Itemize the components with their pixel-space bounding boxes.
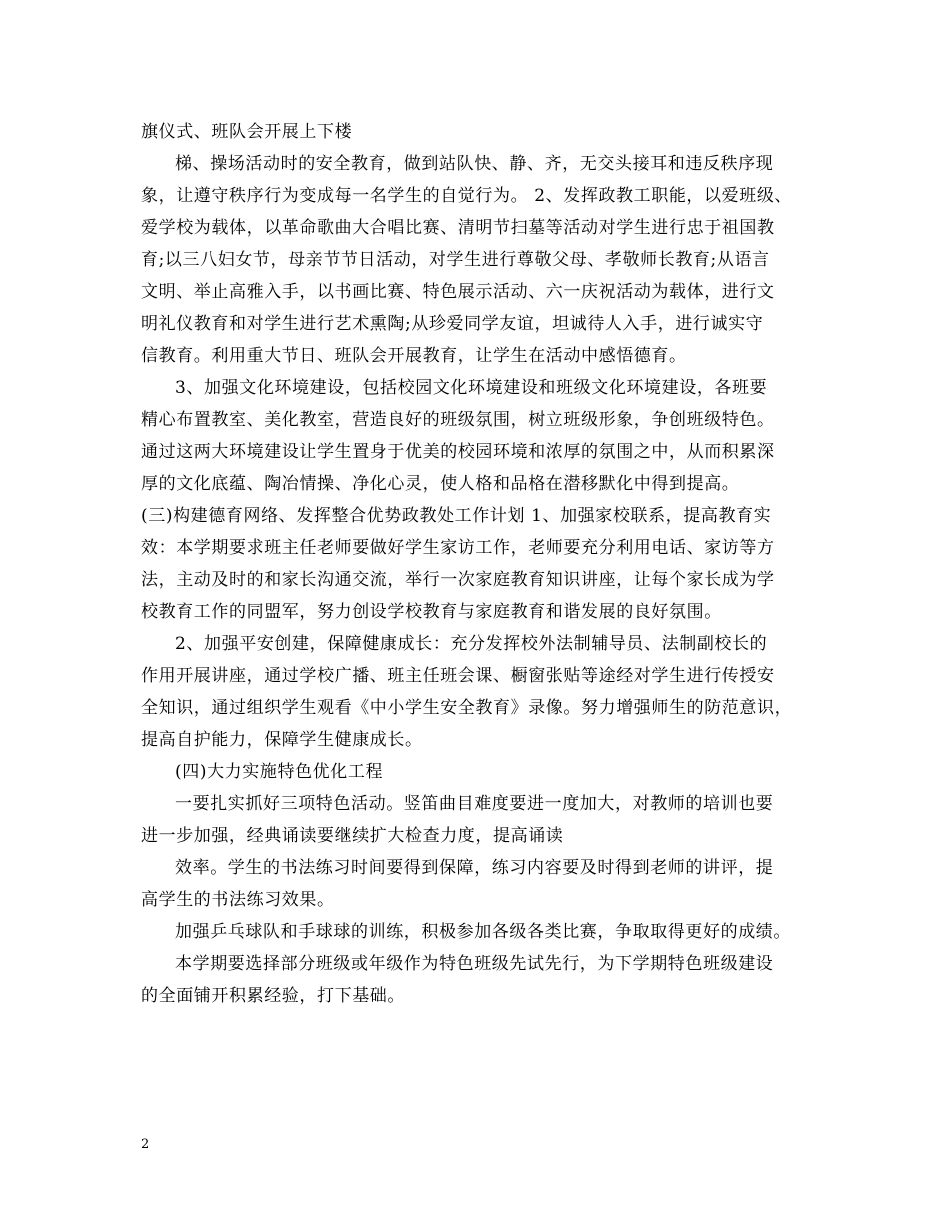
text-line: 的全面铺开积累经验，打下基础。 xyxy=(141,986,405,1006)
section-heading: (四)大力实施特色优化工程 xyxy=(175,762,384,782)
text-line: 2、加强平安创建，保障健康成长：充分发挥校外法制辅导员、法制副校长的 xyxy=(175,634,768,654)
text-line: 高学生的书法练习效果。 xyxy=(141,890,335,910)
text-line: 爱学校为载体，以革命歌曲大合唱比赛、清明节扫墓等活动对学生进行忠于祖国教 xyxy=(141,218,775,238)
text-line: 本学期要选择部分班级或年级作为特色班级先试先行，为下学期特色班级建设 xyxy=(175,954,774,974)
page-number: 2 xyxy=(141,1137,150,1152)
text-line: 信教育。利用重大节日、班队会开展教育，让学生在活动中感悟德育。 xyxy=(141,346,687,366)
text-line: 象，让遵守秩序行为变成每一名学生的自觉行为。 2、发挥政教工职能，以爱班级、 xyxy=(141,186,793,206)
text-line: 法，主动及时的和家长沟通交流，举行一次家庭教育知识讲座，让每个家长成为学 xyxy=(141,570,775,590)
text-line: 效率。学生的书法练习时间要得到保障，练习内容要及时得到老师的讲评，提 xyxy=(175,858,774,878)
text-line: 通过这两大环境建设让学生置身于优美的校园环境和浓厚的氛围之中，从而积累深 xyxy=(141,442,775,462)
text-line: 3、加强文化环境建设，包括校园文化环境建设和班级文化环境建设，各班要 xyxy=(175,378,768,398)
text-line: 文明、举止高雅入手，以书画比赛、特色展示活动、六一庆祝活动为载体，进行文 xyxy=(141,282,775,302)
text-line: 育;以三八妇女节，母亲节节日活动，对学生进行尊敬父母、孝敬师长教育;从语言 xyxy=(141,250,770,270)
text-line: 一要扎实抓好三项特色活动。竖笛曲目难度要进一度加大，对教师的培训也要 xyxy=(175,794,774,814)
text-line: 全知识，通过组织学生观看《中小学生安全教育》录像。努力增强师生的防范意识， xyxy=(141,698,793,718)
text-line: 明礼仪教育和对学生进行艺术熏陶;从珍爱同学友谊，坦诚待人入手，进行诚实守 xyxy=(141,314,764,334)
text-line: 作用开展讲座，通过学校广播、班主任班会课、橱窗张贴等途经对学生进行传授安 xyxy=(141,666,775,686)
text-line: 精心布置教室、美化教室，营造良好的班级氛围，树立班级形象，争创班级特色。 xyxy=(141,410,775,430)
document-body xyxy=(141,116,831,1012)
text-line: 校教育工作的同盟军，努力创设学校教育与家庭教育和谐发展的良好氛围。 xyxy=(141,602,722,622)
text-line: 效：本学期要求班主任老师要做好学生家访工作，老师要充分利用电话、家访等方 xyxy=(141,538,775,558)
text-line: 提高自护能力，保障学生健康成长。 xyxy=(141,730,423,750)
text-line: 旗仪式、班队会开展上下楼 xyxy=(141,122,353,142)
text-line: 梯、操场活动时的安全教育，做到站队快、静、齐，无交头接耳和违反秩序现 xyxy=(175,154,774,174)
text-line: 厚的文化底蕴、陶冶情操、净化心灵，使人格和品格在潜移默化中得到提高。 xyxy=(141,474,740,494)
text-line: 加强乒乓球队和手球球的训练，积极参加各级各类比赛，争取取得更好的成绩。 xyxy=(175,922,791,942)
text-line: 进一步加强，经典诵读要继续扩大检查力度，提高诵读 xyxy=(141,826,564,846)
text-line: (三)构建德育网络、发挥整合优势政教处工作计划 1、加强家校联系，提高教育实 xyxy=(141,506,772,526)
